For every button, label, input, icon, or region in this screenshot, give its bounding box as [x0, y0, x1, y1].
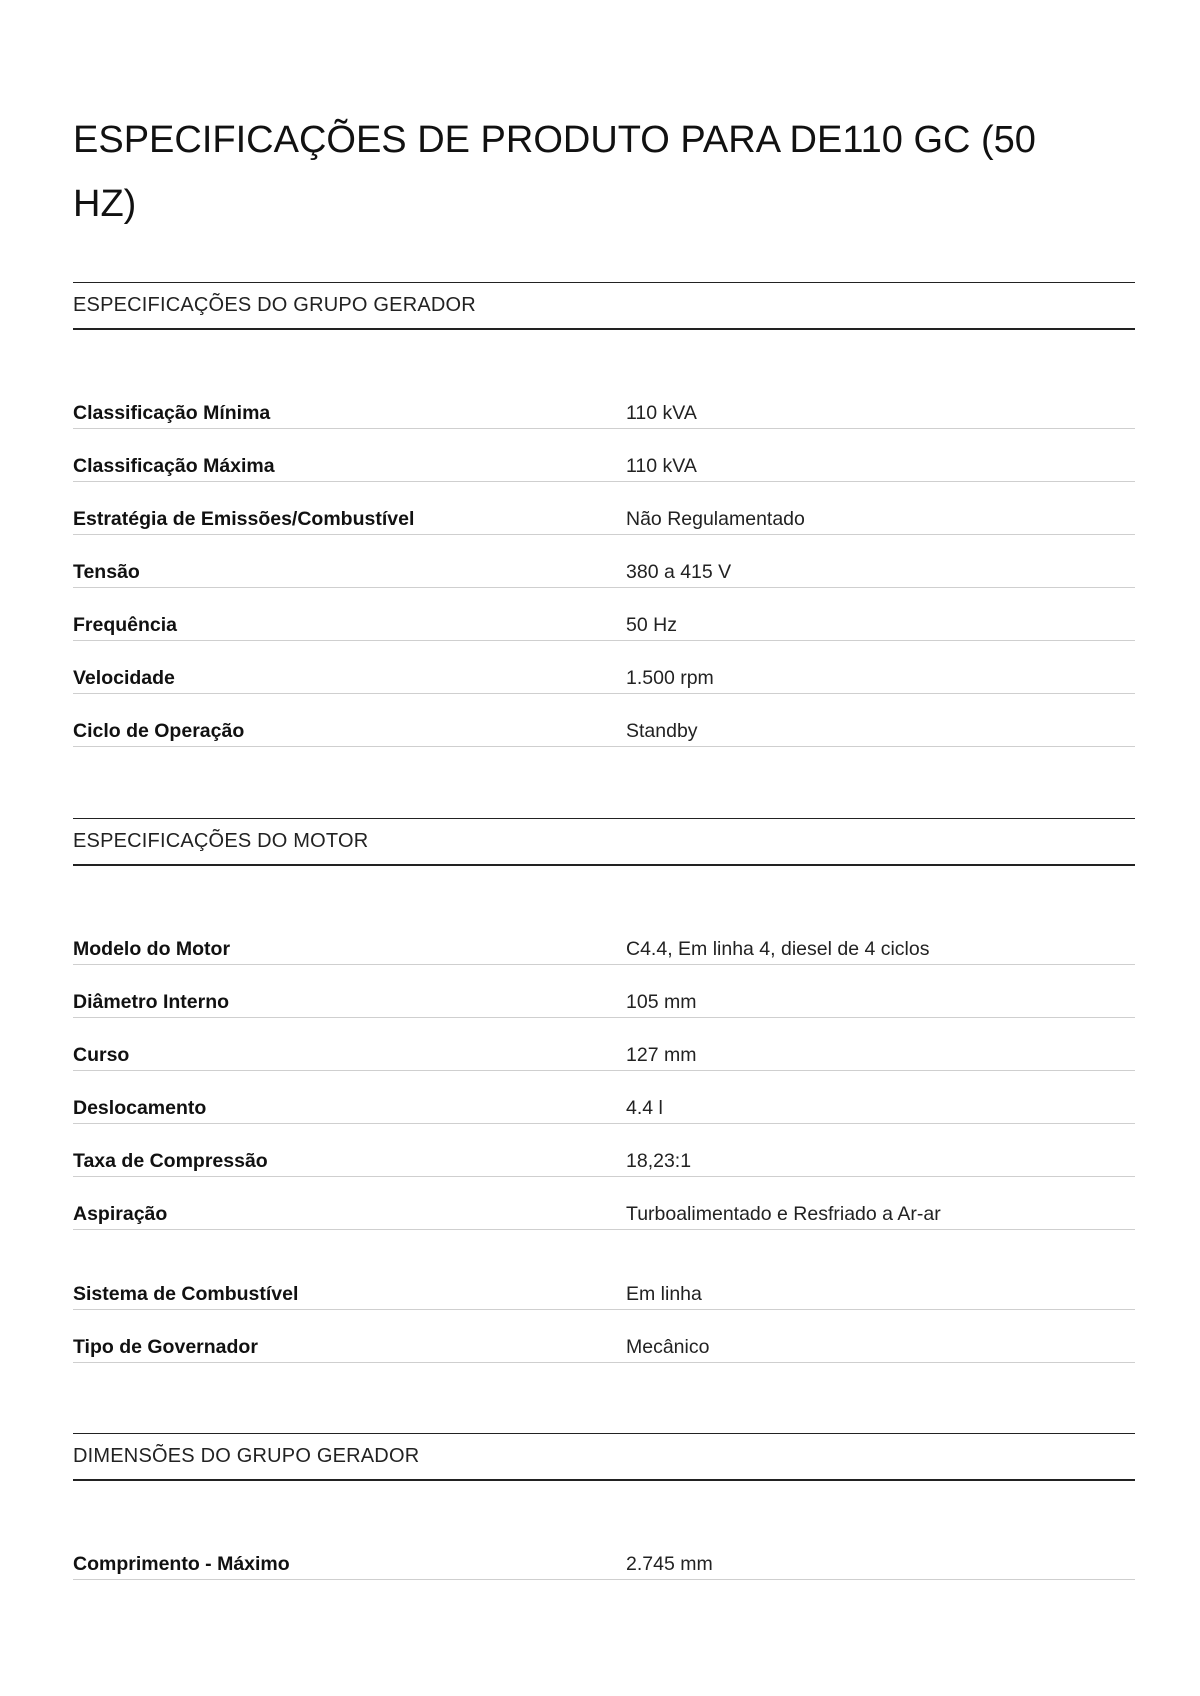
- row-label: Ciclo de Operação: [73, 720, 245, 742]
- row-value: 2.745 mm: [626, 1553, 713, 1575]
- section-heading: ESPECIFICAÇÕES DO GRUPO GERADOR: [73, 282, 1135, 330]
- row-label: Comprimento - Máximo: [73, 1553, 290, 1575]
- table-row: [73, 720, 1135, 747]
- row-label: Estratégia de Emissões/Combustível: [73, 508, 415, 530]
- table-row: [73, 1097, 1135, 1124]
- row-value: 380 a 415 V: [626, 561, 732, 583]
- row-value: Não Regulamentado: [626, 508, 805, 530]
- row-value: 127 mm: [626, 1044, 697, 1066]
- row-label: Modelo do Motor: [73, 938, 231, 960]
- row-value: Standby: [626, 720, 698, 742]
- row-value: 4.4 l: [626, 1097, 663, 1119]
- row-label: Aspiração: [73, 1203, 168, 1225]
- row-label: Velocidade: [73, 667, 175, 689]
- table-row: [73, 561, 1135, 588]
- row-label: Classificação Máxima: [73, 455, 275, 477]
- row-label: Taxa de Compressão: [73, 1150, 268, 1172]
- row-value: C4.4, Em linha 4, diesel de 4 ciclos: [626, 938, 930, 960]
- table-row: [73, 1283, 1135, 1310]
- table-row: [73, 455, 1135, 482]
- section-heading: DIMENSÕES DO GRUPO GERADOR: [73, 1433, 1135, 1481]
- section-heading: ESPECIFICAÇÕES DO MOTOR: [73, 818, 1135, 866]
- row-value: 18,23:1: [626, 1150, 692, 1172]
- row-value: 110 kVA: [626, 455, 697, 477]
- row-label: Diâmetro Interno: [73, 991, 230, 1013]
- row-label: Tensão: [73, 561, 140, 583]
- row-value: 50 Hz: [626, 614, 677, 636]
- table-row: [73, 991, 1135, 1018]
- row-value: 105 mm: [626, 991, 697, 1013]
- row-label: Frequência: [73, 614, 178, 636]
- row-value: Turboalimentado e Resfriado a Ar-ar: [626, 1203, 941, 1225]
- section-generator-set-dimensions: [73, 1433, 1135, 1575]
- section-generator-set-specs: [73, 282, 1135, 742]
- table-row: [73, 1150, 1135, 1177]
- section-engine-specs: [73, 818, 1135, 1358]
- row-label: Curso: [73, 1044, 130, 1066]
- table-row: [73, 1553, 1135, 1580]
- table-row: [73, 667, 1135, 694]
- row-label: Deslocamento: [73, 1097, 207, 1119]
- table-row: [73, 402, 1135, 429]
- page-title: ESPECIFICAÇÕES DE PRODUTO PARA DE110 GC (50 HZ): [73, 119, 1036, 225]
- row-value: Em linha: [626, 1283, 702, 1305]
- table-row: [73, 938, 1135, 965]
- row-value: 1.500 rpm: [626, 667, 714, 689]
- row-label: Sistema de Combustível: [73, 1283, 299, 1305]
- table-row: [73, 1044, 1135, 1071]
- row-label: Tipo de Governador: [73, 1336, 258, 1358]
- table-row: [73, 1203, 1135, 1230]
- row-value: Mecânico: [626, 1336, 710, 1358]
- table-row: [73, 1336, 1135, 1363]
- table-row: [73, 508, 1135, 535]
- table-row: [73, 614, 1135, 641]
- row-value: 110 kVA: [626, 402, 697, 424]
- row-label: Classificação Mínima: [73, 402, 271, 424]
